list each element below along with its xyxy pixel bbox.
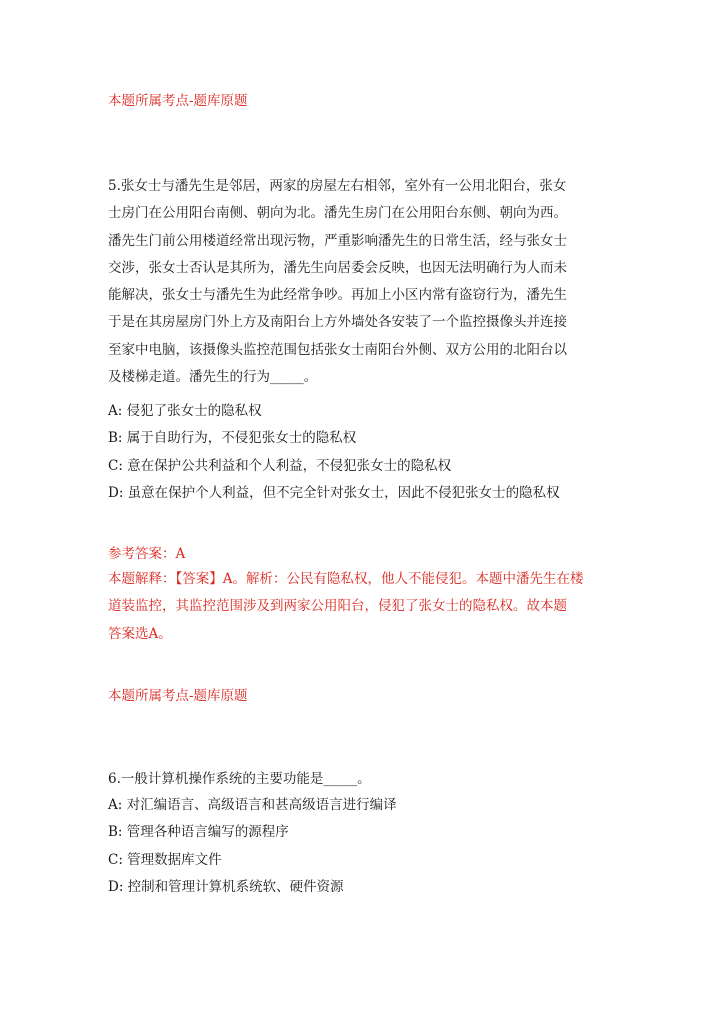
- option-b: B: 属于自助行为，不侵犯张女士的隐私权: [108, 430, 357, 447]
- question-5-options: [108, 398, 613, 507]
- option-a: A: 对汇编语言、高级语言和甚高级语言进行编译: [108, 797, 397, 813]
- question-6-stem: 6.一般计算机操作系统的主要功能是_____。: [108, 771, 371, 787]
- question-6-options: [108, 792, 613, 901]
- option-b: B: 管理各种语言编写的源程序: [108, 824, 289, 841]
- section-label: 本题所属考点-题库原题: [108, 688, 248, 704]
- option-c: C: 管理数据库文件: [108, 851, 222, 868]
- explanation-line: 本题解释：【答案】A。解析：公民有隐私权，他人不能侵犯。本题中潘先生在楼: [108, 571, 584, 587]
- question-5-line: 5.张女士与潘先生是邻居，两家的房屋左右相邻，室外有一公用北阳台，张女: [108, 178, 567, 194]
- option-a: A: 侵犯了张女士的隐私权: [108, 403, 262, 419]
- explanation-line: 道装监控，其监控范围涉及到两家公用阳台，侵犯了张女士的隐私权。故本题: [108, 598, 567, 615]
- question-5-line: 潘先生门前公用楼道经常出现污物，严重影响潘先生的日常生活，经与张女士: [108, 232, 567, 249]
- option-d: D: 控制和管理计算机系统软、硬件资源: [108, 878, 344, 895]
- answer-label: 参考答案：A: [108, 546, 186, 562]
- option-c: C: 意在保护公共利益和个人利益，不侵犯张女士的隐私权: [108, 457, 452, 474]
- section-label: 本题所属考点-题库原题: [108, 93, 248, 109]
- question-5-line: 士房门在公用阳台南侧、朝向为北。潘先生房门在公用阳台东侧、朝向为西。: [108, 205, 567, 222]
- question-5-line: 至家中电脑，该摄像头监控范围包括张女士南阳台外侧、双方公用的北阳台以: [108, 341, 567, 358]
- question-5-line: 于是在其房屋房门外上方及南阳台上方外墙处各安装了一个监控摄像头并连接: [108, 314, 567, 331]
- question-5-line: 及楼梯走道。潘先生的行为_____。: [108, 369, 318, 386]
- question-5-line: 能解决，张女士与潘先生为此经常争吵。再加上小区内常有盗窃行为，潘先生: [108, 287, 567, 304]
- question-5-line: 交涉，张女士否认是其所为，潘先生向居委会反映，也因无法明确行为人而未: [108, 259, 567, 276]
- option-d: D: 虽意在保护个人利益，但不完全针对张女士，因此不侵犯张女士的隐私权: [108, 484, 560, 501]
- question-5-stem: [108, 173, 613, 391]
- explanation: [108, 566, 613, 648]
- explanation-line: 答案选A。: [108, 625, 172, 642]
